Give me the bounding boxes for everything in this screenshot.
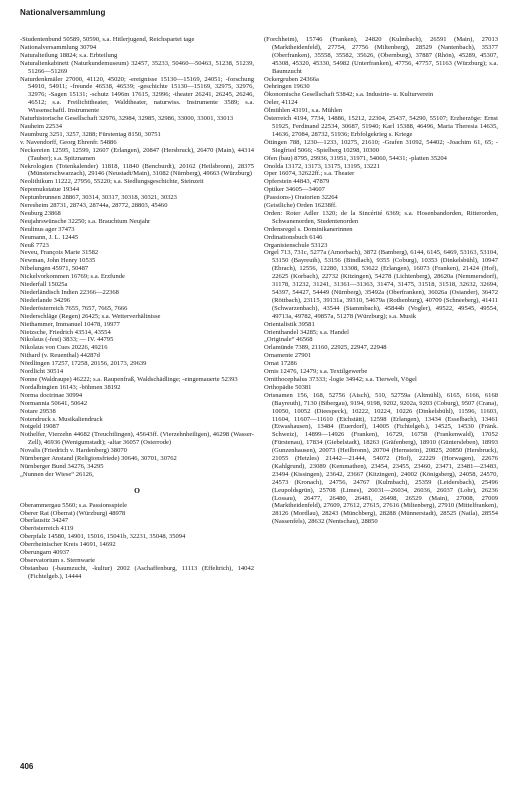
index-entry: Orthopädie 50381 [264, 383, 312, 391]
index-entry: Naturdenkmäler 27000, 41120, 45020; -ereignisse 15130—15169, 24051; -forschung 54910, 54911; -freunde 46538, 46539; -geschichte 15130—15169, 32975, 32976, 32976; -Sagen 15131; -schutz 1496m 17615, 32996; -theater 26241, 26245, 26246, 46512; s.a. Freilichttheater, Waldtheater, naturwiss. Instrumente 3589; s.a. Wissenschaftl. Instrumente [20, 75, 254, 115]
index-entry: Ökonomische Gesellschaft 53842; s.a. Industrie- u. Kulturverein [264, 91, 434, 99]
index-entry: Naturalteilung 18824; s.a. Erbteilung [20, 51, 118, 59]
index-entry: Oehringen 19630 [264, 83, 310, 91]
index-entry: Orden: Roter Adler 1320; de la Sincérité 6369; s.a. Hosenbandorden, Ritterorden, Schwanenorden, Studentenorden [264, 209, 498, 225]
index-entry: Nepomukstatue 19344 [20, 186, 80, 194]
index-entry: Neumann, J. L. 12445 [20, 233, 79, 241]
index-entry: Naumburg 3251, 3257, 3288; Fürstentag 8150, 30751 [20, 130, 161, 138]
index-entry: Nikolaus (-fest) 3833; — IV. 44795 [20, 336, 114, 344]
index-entry: Notgeld 19087 [20, 423, 60, 431]
right-column [264, 36, 498, 526]
running-header: Nationalversammlung [20, 8, 106, 17]
index-entry: Neujahrswünsche 32250; s.a. Brauchtum Neujahr [20, 217, 151, 225]
index-entry: Ornat 17286 [264, 360, 297, 368]
index-entry: Niederlande 34296 [20, 296, 70, 304]
index-entry: Opferstein 44843, 47879 [264, 178, 330, 186]
index-entry: Nothelfer, Vierzehn 44682 (Treuchtlingen), 45643ff. (Vierzehnheiligen), 46298 (Wasser-Zell), 46936 (Wenigumstadt); -altar 36057 (Osterrode) [20, 431, 254, 447]
index-entry: Ockergruben 24366a [264, 75, 319, 83]
index-entry: Notare 29538 [20, 407, 56, 415]
index-entry: (Forchheim), 15746 (Franken), 24820 (Kulmbach), 26591 (Main), 27013 (Marktheidenfeld), 27754, 27756 (Miltenberg), 28529 (Nantenbach), 35377 (Oberfranken), 35558, 35582, 35626, (Obernburg), 37887 (Rhön), 45289, 45307, 45308, 45320, 45330, 54982 (Unterfranken), 47756, 47757, 51163 (Würzburg); s.a. Baumzucht [264, 36, 498, 75]
index-entry: Nürnberger Bund 34276, 34295 [20, 462, 104, 470]
index-entry: Nithard (v. Reuenthal) 44287d [20, 352, 100, 360]
index-entry: Orientalistik 39581 [264, 320, 315, 328]
index-entry: Oberer Rat (Oberrat) (Würzburg) 48978 [20, 509, 126, 517]
index-entry: Nordalbingien 16143; -böhmen 38192 [20, 383, 121, 391]
index-entry: Nickelvorkommen 16769; s.a. Erzfunde [20, 273, 125, 281]
left-entries-after [20, 502, 254, 581]
index-entry: Orgel 713, 731c, 5277a (Amorbach), 3872 (Bamberg), 6144, 6145, 6469, 53163, 53104, 53150 (Bayreuth), 53156 (Bindlach), 9355 (Coburg), 10353 (Dinkelsbühl), 10947 (Ebrach), 12556, 12280, 13308, 53622 (Erlangen), 16073 (Franken), 21424 (Hof), 22625 (Korbach), 22732 (Kitzingen), 54278 (Lichtenberg), 28620a (Nemmersdorf), 31178, 31232, 31241, 31361—31363, 31474, 31475, 31518, 31518, 32632, 32694, 54397, 54427, 54449 (Nürnberg), 35492a (Oberfranken), 36026a (Osiander), 36472 (Röttbach), 23115, 39131a, 39310, 54679a (Rothenburg), 40709 (Schneeberg), 41411 (Schwarzenbach), 43544 (Stammbach), 45844b (Vogler), 49522, 49545, 49554, 49713a, 49782, 49857a, 51278 (Würzburg); s.a. Musik [264, 249, 498, 320]
index-entry: Obstanbau (-baumzucht, -kultur) 2002 (Aschaffenburg, 11113 (Effeltrich), 14042 (Fichtelgeb.), 14444 [20, 564, 254, 580]
index-entry: Nordlicht 30514 [20, 368, 64, 376]
left-column [20, 36, 254, 581]
index-entry: Nekrologien (Totenkalender) 11818, 11840 (Bencburdt), 20162 (Heilsbronn), 28375 (Münsterschwarzach), 29146 (Neustadt/Main), 31082 (Nürnberg), 49663 (Würzburg) [20, 162, 254, 178]
index-entry: Nibelungen 45971, 50487 [20, 265, 89, 273]
index-entry: Oberpfalz 14580, 14901, 15016, 15041b, 32231, 35048, 35094 [20, 533, 186, 541]
index-entry: Notendruck s. Musikaliendruck [20, 415, 103, 423]
index-entry: Orienthandel 34285; s.a. Handel [264, 328, 349, 336]
index-entry: Oper 16074, 32622ff.; s.a. Theater [264, 170, 355, 178]
index-entry: Novalis (Friedrich v. Hardenberg) 38070 [20, 447, 127, 455]
index-entry: Neolithikum 11222, 27956, 55220; s.a. Siedlungsgeschichte, Steinzeit [20, 178, 204, 186]
index-entry: Nördlingen 17257, 17258, 20156, 20173, 29639 [20, 360, 147, 368]
index-entry: Niethammer, Immanuel 10478, 19977 [20, 320, 120, 328]
index-entry: Optiker 34605—34607 [264, 186, 325, 194]
index-entry: Ofen (bau) 8795, 29936, 31951, 31971, 54060, 54431; -platten 35204 [264, 154, 447, 162]
index-entry: Neuburg 23868 [20, 209, 61, 217]
index-entry: Oberösterreich 4119 [20, 525, 74, 533]
index-entry: Ordinationsbuch 6146 [264, 233, 323, 241]
index-entry: Niederfall 15025a [20, 281, 68, 289]
index-entry: Niederländisch Indien 22366—22368 [20, 289, 119, 296]
right-entries [264, 36, 498, 526]
index-entry: Organistenschule 53123 [264, 241, 328, 249]
page-number: 406 [20, 762, 34, 771]
index-entry: Oberrheinischer Kreis 14691, 14692 [20, 541, 116, 549]
index-entry: Oeler, 41124 [264, 99, 298, 107]
index-entry: Oberungarn 40937 [20, 549, 70, 557]
index-entry: Oberlausitz 34247 [20, 517, 69, 525]
section-letter: O [134, 485, 140, 495]
index-entry: (Geistliche) Orden 16238ff. [264, 202, 337, 210]
index-entry: Ölmühlen 43191, s.a. Mühlen [264, 107, 343, 115]
index-entry: Ornamente 27901 [264, 352, 312, 360]
index-entry: v. Navendorff, Georg Ehrenfr. 54886 [20, 138, 117, 146]
index-entry: Nonne (Waldraupe) 46222; s.a. Raupenfraß, Waldschädlinge; -eingemauerte 52393 [20, 375, 238, 383]
index-entry: „Originale“ 46568 [264, 336, 313, 344]
index-entry: Nietzsche, Friedrich 43514, 43554 [20, 328, 111, 336]
index-entry: Neptunbrunnen 28867, 30314, 30317, 30318, 30321, 30323 [20, 194, 177, 202]
index-entry: Normannia 50641, 50642 [20, 399, 88, 407]
index-entry: Neuß 7723 [20, 241, 49, 249]
index-entry: Norma doctrinae 30994 [20, 391, 83, 399]
index-entry: Observatorium s. Sternwarte [20, 557, 96, 564]
index-entry: Ornis 12476, 12479; s.a. Textilgewerbe [264, 368, 368, 376]
index-entry: Ordensregel s. Dominikanerinnen [264, 225, 353, 233]
left-entries-before [20, 36, 254, 479]
index-entry: Nürnberger Anstand (Religionsfriede) 30646, 30701, 30762 [20, 455, 177, 463]
index-entry: -Studentenbund 50589, 50590, s.a. Hitlerjugend, Reichspartei tage [20, 36, 195, 43]
index-entry: Ortsnamen 156, 168, 52756 (Aisch), 510, 52759a (Altmühl), 6165, 6166, 6168 (Bayreuth), 7130 (Bibergau), 9194, 9198, 9202, 9202a, 9203 (Coburg), 9507 (Crana), 10050, 10052 (Dieespeck), 10222, 10224, 10226 (Dinkelsbühl), 11596, 11603, 11604, 11607—11610 (Eichstätt), 12598 (Erlangen), 13434 (Esselbach), 13461 (Etwashausen), 13484 (Euerdorf), 14005 (Fichtelgeb.), 14525, 14530 (Fränk. Schweiz), 14899—14926 (Franken), 16729, 16758 (Frankenwald), 17052 (Fürstenau), 17834 (Giebelstadt), 18263 (Gräfenberg), 18910 (Güntersleben), 18993 (Gunzenhausen), 20073 (Heilbronn), 20704 (Hernstein), 20825, 20850 (Hersbruck), 21055 (Hetzles) 21442—21444, 54072 (Hof), 22229 (Horwagen), 22676 (Kahlgrund), 23089 (Kemmathen), 23454, 23455, 23460, 23471, 23481—23483, 23494 (Kissingen), 23642, 23667 (Kitzingen), 24002 (Königsberg), 24058, 24570, 24573 (Kronach), 24756, 24767 (Kulmbach), 25359 (Leidersbach), 25496 (Leupoldsgrün), 25708 (Limes), 26031—26034, 26036, 26037 (Lohr), 26236 (Lossau), 26477, 26480, 26481, 26498, 26529 (Main), 27008, 27009 (Marktheidenfeld), 27609, 27612, 27615, 27616 (Miltenberg), 27910 (Mittelfranken), 28126 (Mordlau), 28243 (Münchberg), 28288 (Münnerstadt), 28525 (Naila), 28554 (Nassenfels), 28632 (Nentschau), 28850 [264, 391, 498, 526]
index-entry: Nauheim 22534 [20, 122, 63, 130]
index-entry: Neulinus ager 37473 [20, 225, 75, 233]
index-entry: Naturhistorische Gesellschaft 32976, 32984, 32985, 32986, 33000, 33001, 33013 [20, 115, 234, 123]
index-entry: Nikolaus von Cues 20226, 49216 [20, 344, 108, 352]
index-entry: (Passions-) Oratorien 32264 [264, 194, 338, 202]
index-entry: Österreich 4194, 7734, 14886, 15212, 22304, 25437, 54290, 55107; Erzherzöge: Ernst 51925, Ferdinand 22534, 30687, 51940; Karl 15388, 46496, Maria Theresia 14635, 14636, 27084, 28732, 51936; Erbfolgekrieg s. Kriege [264, 115, 498, 138]
index-entry: Newman, John Henry 10535 [20, 257, 96, 265]
index-entry: Niederösterreich 7655, 7657, 7665, 7666 [20, 304, 128, 312]
index-entry: Oberammergau 5560; s.a. Passionsspiele [20, 501, 127, 509]
index-entry: Öttingen 788, 1230—1233, 10275, 21610; -Grafen 31092, 54402; -Joachim 61, 65; -Siegfried 5066; -Spielberg 10298, 10300 [264, 138, 498, 154]
index-entry: Nationalversammlung 30794 [20, 43, 97, 51]
index-entry: Neresheim 28731, 28743, 28744a, 28772, 28803, 45460 [20, 202, 168, 210]
index-entry: Neckereien 12595, 12599, 12607 (Erlangen), 20847 (Hersbruck), 26470 (Main), 44314 (Tauber); s.a. Spitznamen [20, 146, 254, 162]
index-entry: Naturalienkabinett (Naturkundemuseum) 32457, 35233, 50460—50463, 51238, 51239, 51266—51269 [20, 59, 254, 75]
index-entry: „Nunnen der Wiese“ 26126, [20, 470, 94, 478]
index-entry: Ornithocephalus 37333; -logie 34942; s.a. Tierwelt, Vögel [264, 375, 417, 383]
index-entry: Niederschläge (Regen) 26425; s.a. Wetterverhältnisse [20, 312, 161, 320]
index-entry: Onolda 13172, 13173, 13175, 13195, 13221 [264, 162, 380, 170]
index-entry: Neveu, François Marie 31582 [20, 249, 99, 257]
index-entry: Orlamünde 7389, 21160, 22925, 22947, 22948 [264, 344, 387, 352]
